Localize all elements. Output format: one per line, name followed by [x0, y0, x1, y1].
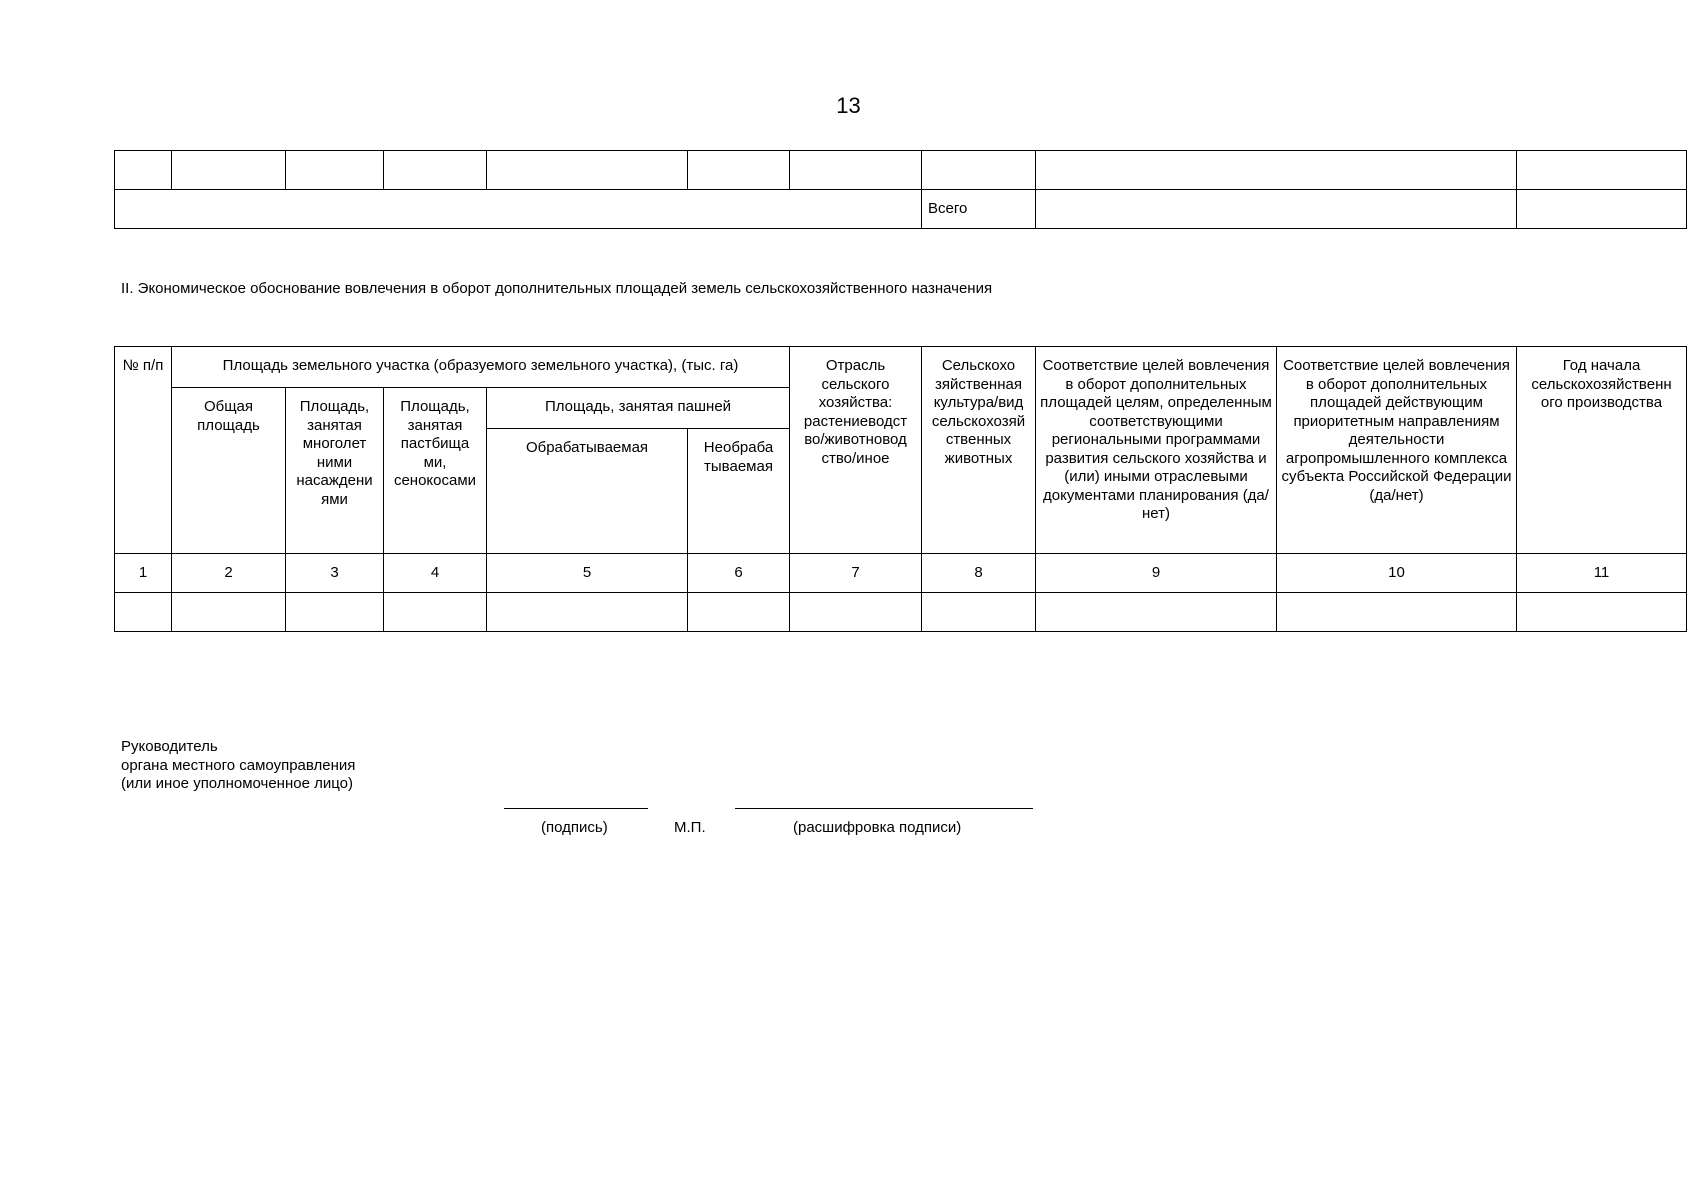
header-perennial-area: Площадь, занятая многолет ними насаждени ями	[286, 388, 384, 554]
table-cell[interactable]	[790, 151, 922, 190]
table-cell[interactable]	[922, 151, 1036, 190]
signature-decode-line[interactable]	[735, 808, 1033, 809]
table-row	[115, 593, 1687, 632]
column-number: 1	[115, 554, 172, 593]
table-cell[interactable]	[1517, 593, 1687, 632]
header-cultivated: Обрабатываемая	[487, 429, 688, 554]
table-cell[interactable]	[487, 151, 688, 190]
signer-title: Руководитель	[121, 738, 218, 755]
column-number: 10	[1277, 554, 1517, 593]
header-agri-branch: Отрасль сельского хозяйства: растениеводст во/животновод ство/иное	[790, 347, 922, 554]
table-cell[interactable]	[1517, 151, 1687, 190]
signer-block	[121, 738, 355, 794]
header-priority-goals: Соответствие целей вовлечения в оборот дополнительных площадей действующим приоритетным направлениям деятельности агропромышленного комплекса субъекта Российской Федерации (да/нет)	[1277, 347, 1517, 554]
table-cell[interactable]	[487, 593, 688, 632]
signature-caption: (подпись)	[541, 819, 608, 836]
table-cell[interactable]	[688, 151, 790, 190]
header-start-year: Год начала сельскохозяйственн ого производства	[1517, 347, 1687, 554]
header-row	[115, 347, 1687, 388]
table-cell[interactable]	[286, 151, 384, 190]
stamp-label: М.П.	[674, 819, 706, 836]
table-cell[interactable]	[922, 593, 1036, 632]
table-cell[interactable]	[172, 151, 286, 190]
table-cell[interactable]	[115, 151, 172, 190]
table-cell[interactable]	[790, 593, 922, 632]
table-cell[interactable]	[688, 593, 790, 632]
table-cell[interactable]	[172, 593, 286, 632]
signature-decode-caption: (расшифровка подписи)	[793, 819, 962, 836]
column-number: 8	[922, 554, 1036, 593]
table-cell[interactable]	[1036, 593, 1277, 632]
table-cell[interactable]	[1277, 593, 1517, 632]
column-number: 9	[1036, 554, 1277, 593]
economic-justification-table	[114, 346, 1687, 632]
column-number: 11	[1517, 554, 1687, 593]
total-value-cell[interactable]	[1517, 190, 1687, 229]
table-cell	[115, 190, 922, 229]
column-number: 7	[790, 554, 922, 593]
signer-organization: органа местного самоуправления	[121, 756, 356, 774]
column-numbers-row	[115, 554, 1687, 593]
header-total-area: Общая площадь	[172, 388, 286, 554]
header-pasture-area: Площадь, занятая пастбища ми, сенокосами	[384, 388, 487, 554]
header-arable-area: Площадь, занятая пашней	[487, 388, 790, 429]
continuation-table	[114, 150, 1687, 229]
table-cell[interactable]	[384, 151, 487, 190]
section-title: II. Экономическое обоснование вовлечения в оборот дополнительных площадей земель сельскохозяйственного назначения	[121, 280, 993, 297]
header-regional-goals: Соответствие целей вовлечения в оборот дополнительных площадей целям, определенным соответствующими региональными программами развития сельского хозяйства и (или) иными отраслевыми документами планирования (да/нет)	[1036, 347, 1277, 554]
table-cell[interactable]	[115, 593, 172, 632]
table-cell[interactable]	[286, 593, 384, 632]
header-crop-animal: Сельскохо зяйственная культура/вид сельскохозяй ственных животных	[922, 347, 1036, 554]
column-number: 4	[384, 554, 487, 593]
total-label: Всего	[922, 190, 1036, 229]
column-number: 5	[487, 554, 688, 593]
column-number: 6	[688, 554, 790, 593]
signer-note: (или иное уполномоченное лицо)	[121, 775, 353, 792]
table-cell[interactable]	[384, 593, 487, 632]
column-number: 2	[172, 554, 286, 593]
total-value-cell[interactable]	[1036, 190, 1517, 229]
signature-line[interactable]	[504, 808, 648, 809]
page-number: 13	[836, 93, 861, 118]
header-land-area: Площадь земельного участка (образуемого земельного участка), (тыс. га)	[172, 347, 790, 388]
header-number: № п/п	[115, 347, 172, 554]
total-row	[115, 190, 1687, 229]
header-uncultivated: Необраба тываемая	[688, 429, 790, 554]
table-cell[interactable]	[1036, 151, 1517, 190]
column-number: 3	[286, 554, 384, 593]
table-row	[115, 151, 1687, 190]
